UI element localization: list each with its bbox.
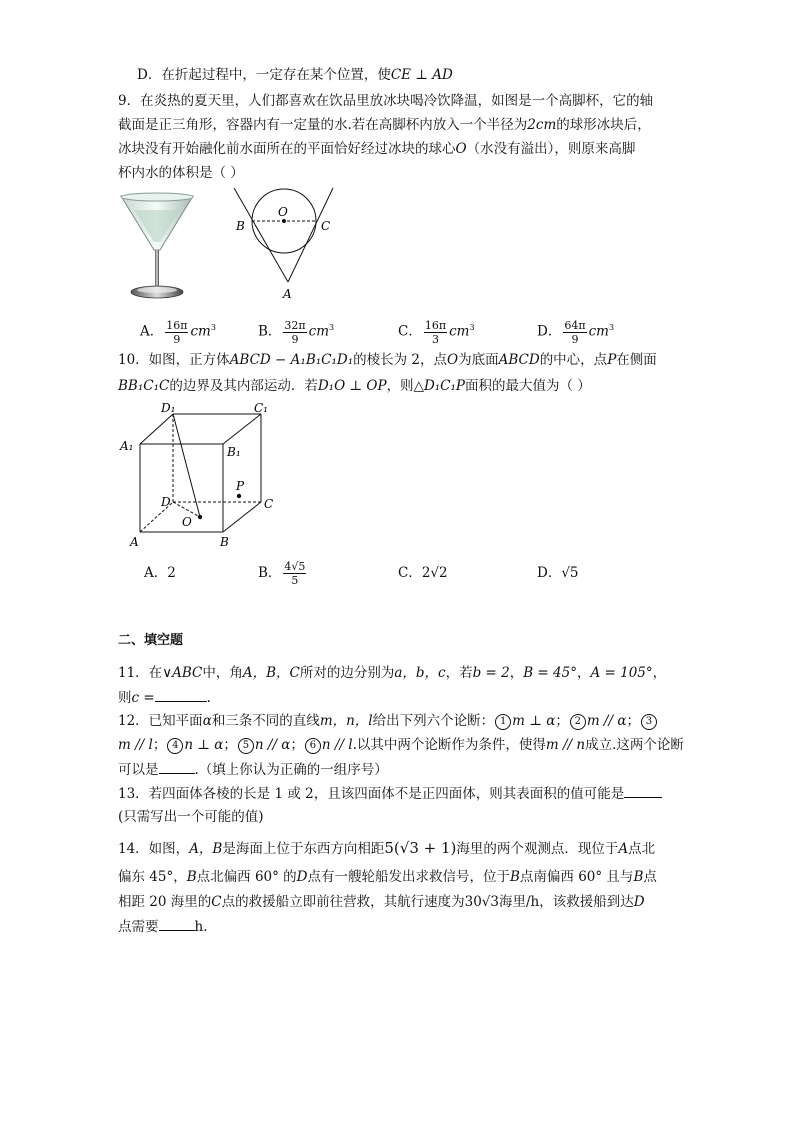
numerator: 64π: [564, 318, 586, 332]
q12-line2: [118, 735, 684, 755]
q14-math: D: [633, 894, 645, 910]
q10-cube-figure: [118, 398, 283, 553]
q12-text: 给出下列六个论断：: [372, 713, 495, 729]
cone-side-right: [288, 188, 333, 282]
option-label: A．: [144, 565, 168, 581]
q14-line2: [118, 864, 657, 890]
q9-option-a[interactable]: [140, 313, 216, 347]
denominator: 9: [291, 332, 299, 346]
label-a: A: [283, 287, 292, 301]
q11-math: a，b，c: [394, 665, 446, 681]
exponent: 3: [469, 323, 475, 332]
q14-math: 30√3: [464, 894, 499, 910]
q11-line1: [118, 663, 666, 683]
q14-line4: [118, 916, 208, 937]
q12-math: m，n，l: [319, 713, 373, 729]
q10-math: D₁O ⊥ OP: [317, 378, 387, 394]
q9-line1: 9．在炎热的夏天里，人们都喜欢在饮品里放冰块喝冷饮降温，如图是一个高脚杯，它的轴: [118, 93, 654, 109]
q14-text: 海里/h，该救援船到达: [498, 894, 634, 910]
edge: [223, 414, 261, 444]
q14-text: h.: [194, 919, 208, 935]
q13-line1: [118, 783, 662, 804]
q14-text: 偏东 45°，: [118, 869, 187, 885]
q14-text: 14．如图，: [118, 841, 190, 857]
separator: ；: [223, 737, 237, 753]
q10-math: △D₁C₁P: [413, 378, 466, 394]
option-label: C．: [398, 565, 422, 581]
q12-math: m ⊥ α: [512, 713, 556, 729]
q12-text: .（填上你认为正确的一组序号）: [194, 762, 388, 778]
label-a1: A₁: [120, 439, 134, 453]
label-c1: C₁: [254, 401, 268, 415]
q14-math: B: [510, 869, 520, 885]
circled-number: 6: [305, 738, 321, 754]
answer-blank[interactable]: [159, 759, 195, 774]
q11-line2: [118, 687, 211, 708]
label-b: B: [236, 219, 245, 233]
q9-option-c[interactable]: [398, 313, 475, 347]
q8-option-d-math: CE ⊥ AD: [390, 67, 453, 83]
answer-blank[interactable]: [155, 687, 207, 702]
cone-side-left: [234, 188, 288, 282]
circled-number: 2: [570, 714, 586, 730]
option-label: D．: [537, 323, 562, 340]
q8-option-d-text: D．在折起过程中，一定存在某个位置，使: [137, 67, 391, 83]
q14-text: 相距 20 海里的: [118, 894, 212, 910]
q10-option-a[interactable]: [144, 563, 176, 583]
q12-line1: [118, 711, 658, 731]
numerator: 16π: [166, 318, 188, 332]
point-p: [237, 494, 241, 498]
exponent: 3: [210, 323, 216, 332]
q14-text: 海里的两个观测点．现位于: [456, 841, 619, 857]
point-o: [198, 515, 202, 519]
q12-text: 可以是: [118, 762, 159, 778]
denominator: 9: [571, 332, 579, 346]
q11-text: 所对的边分别为: [299, 665, 395, 681]
q11-text: 则: [118, 690, 132, 706]
q14-text: 点: [643, 869, 657, 885]
q14-text: 点北偏西 60° 的: [196, 869, 297, 885]
q10-text: 10．如图，正方体: [118, 352, 230, 368]
denominator: 9: [173, 332, 181, 346]
q14-text: 点南偏西 60° 且与: [519, 869, 634, 885]
q9-radius: 2cm: [527, 117, 557, 133]
q12-math: n ⊥ α: [184, 737, 224, 753]
q12-math: n // α: [254, 737, 291, 753]
q10-option-d[interactable]: [537, 563, 579, 583]
q9-text: （水没有溢出），则原来高脚: [466, 141, 636, 157]
q11-text: ，: [509, 665, 524, 681]
q9-text: 截面是正三角形，容器内有一定量的水.若在高脚杯内放入一个半径为: [118, 117, 528, 133]
option-value: 2: [167, 565, 176, 581]
q9-line4: 杯内水的体积是（ ）: [118, 165, 244, 181]
q12-text: .以其中两个论断作为条件，使得: [352, 737, 546, 753]
exponent: 3: [329, 323, 335, 332]
option-label: A．: [140, 323, 164, 340]
q11-text: 中，角: [202, 665, 243, 681]
q9-cross-section: [226, 186, 341, 302]
segment-d1o: [173, 414, 200, 517]
unit: cm: [449, 323, 470, 340]
numerator: 32π: [284, 318, 306, 332]
label-b1: B₁: [227, 445, 241, 459]
label-c: C: [321, 219, 331, 233]
numerator: 16π: [424, 318, 447, 332]
q10-cube-name: ABCD − A₁B₁C₁D₁: [229, 352, 354, 368]
denominator: 3: [431, 332, 439, 346]
separator: ；: [555, 713, 569, 729]
q9-line3: [118, 139, 635, 159]
q12-text: 和三条不同的直线: [211, 713, 320, 729]
numerator: 4√5: [284, 560, 306, 573]
q10-text: 的中心，点: [539, 352, 608, 368]
q12-math: n // l: [321, 737, 353, 753]
label-b: B: [220, 535, 229, 549]
label-c: C: [264, 497, 274, 511]
q10-text: 为底面: [458, 352, 499, 368]
denominator: 5: [291, 574, 299, 587]
q14-text: 是海面上位于东西方向相距: [222, 841, 385, 857]
q11-text: 11．在: [118, 665, 163, 681]
q8-option-d: [137, 65, 453, 85]
q10-text: ，则: [386, 378, 414, 394]
q10-math: ABCD: [498, 352, 540, 368]
q12-math: m // α: [586, 713, 627, 729]
q14-math: D: [296, 869, 308, 885]
q10-math: P: [607, 352, 617, 368]
q10-math: BB₁C₁C: [118, 378, 170, 394]
option-label: B．: [258, 323, 282, 340]
section-title: 二、填空题: [118, 633, 184, 648]
answer-blank[interactable]: [159, 916, 195, 931]
option-label: D．: [537, 565, 562, 581]
q14-math: 5(√3 + 1): [384, 839, 457, 857]
edge: [223, 502, 261, 532]
label-a: A: [130, 535, 139, 549]
option-label: C．: [398, 323, 422, 340]
q14-line1: [118, 835, 655, 862]
q11-math: ∨ABC: [162, 665, 203, 681]
fraction: [165, 319, 188, 346]
unit: cm: [308, 323, 330, 340]
label-o: O: [182, 515, 192, 529]
q14-text: 点北: [628, 841, 656, 857]
label-d: D: [161, 495, 171, 509]
q10-text: 在侧面: [616, 352, 657, 368]
q14-text: 点的救援船立即前往营救，其航行速度为: [221, 894, 465, 910]
answer-blank[interactable]: [624, 783, 662, 798]
q12-line3: [118, 759, 388, 780]
q11-text: .: [206, 690, 211, 706]
q12-math: α: [202, 713, 212, 729]
q9-text: 的球形冰块后，: [556, 117, 651, 133]
q14-math: C: [211, 894, 222, 910]
option-label: B．: [258, 565, 282, 581]
q10-text: 的边界及其内部运动．若: [169, 378, 318, 394]
option-value: 2√2: [421, 565, 448, 581]
q9-option-d[interactable]: [537, 313, 614, 347]
q11-math: B = 45°: [523, 665, 577, 681]
q10-option-b[interactable]: [258, 558, 308, 588]
q13-line2: (只需写出一个可能的值): [118, 809, 264, 825]
q10-line1: [118, 350, 657, 370]
q12-text: 12．已知平面: [118, 713, 203, 729]
q11-math: A，B，C: [242, 665, 300, 681]
q9-center: O: [455, 141, 467, 157]
q9-option-b[interactable]: [258, 313, 334, 347]
q14-text: 点有一艘轮船发出求救信号，位于: [307, 869, 510, 885]
label-o: O: [278, 205, 288, 219]
q12-math: m // n: [545, 737, 586, 753]
circled-number: 1: [495, 714, 511, 730]
fraction: [283, 560, 306, 587]
q11-text: ，: [652, 665, 667, 681]
q10-text: 的棱长为 2，点: [353, 352, 448, 368]
q11-text: ，若: [445, 665, 473, 681]
q12-math: m // l: [118, 737, 153, 753]
q14-line3: [118, 889, 645, 915]
circled-number: 3: [641, 714, 657, 730]
q14-math: A: [618, 841, 629, 857]
label-p: P: [236, 479, 245, 493]
exponent: 3: [608, 323, 615, 332]
q14-math: B: [186, 869, 197, 885]
circled-number: 5: [238, 738, 254, 754]
q11-math: A = 105°: [590, 665, 653, 681]
q11-math: b = 2: [472, 665, 510, 681]
q14-math: A，B: [189, 841, 223, 857]
separator: ；: [626, 713, 640, 729]
unit: cm: [190, 323, 211, 340]
q10-text: 面积的最大值为（ ）: [465, 378, 591, 394]
q10-option-c[interactable]: [398, 563, 448, 583]
label-d1: D₁: [161, 401, 176, 415]
fraction: [424, 319, 447, 346]
q11-math: c =: [131, 690, 155, 706]
separator: ；: [290, 737, 304, 753]
q9-line2: [118, 115, 651, 135]
q9-text: 冰块没有开始融化前水面所在的平面恰好经过冰块的球心: [118, 141, 456, 157]
unit: cm: [588, 323, 609, 340]
fraction: [283, 319, 306, 346]
option-value: √5: [561, 565, 579, 581]
q14-math: B: [633, 869, 644, 885]
edge: [140, 414, 173, 444]
goblet-image: [118, 190, 196, 302]
q14-text: 点需要: [118, 919, 159, 935]
circled-number: 4: [167, 738, 183, 754]
q12-text: 成立.这两个论断: [585, 737, 684, 753]
q10-math: O: [447, 352, 459, 368]
fraction: [563, 319, 586, 346]
separator: ；: [152, 737, 167, 753]
q11-text: ，: [576, 665, 591, 681]
q13-text: 13．若四面体各棱的长是 1 或 2，且该四面体不是正四面体，则其表面积的值可能是: [118, 786, 625, 802]
q10-line2: [118, 376, 591, 396]
point-o: [282, 219, 286, 223]
